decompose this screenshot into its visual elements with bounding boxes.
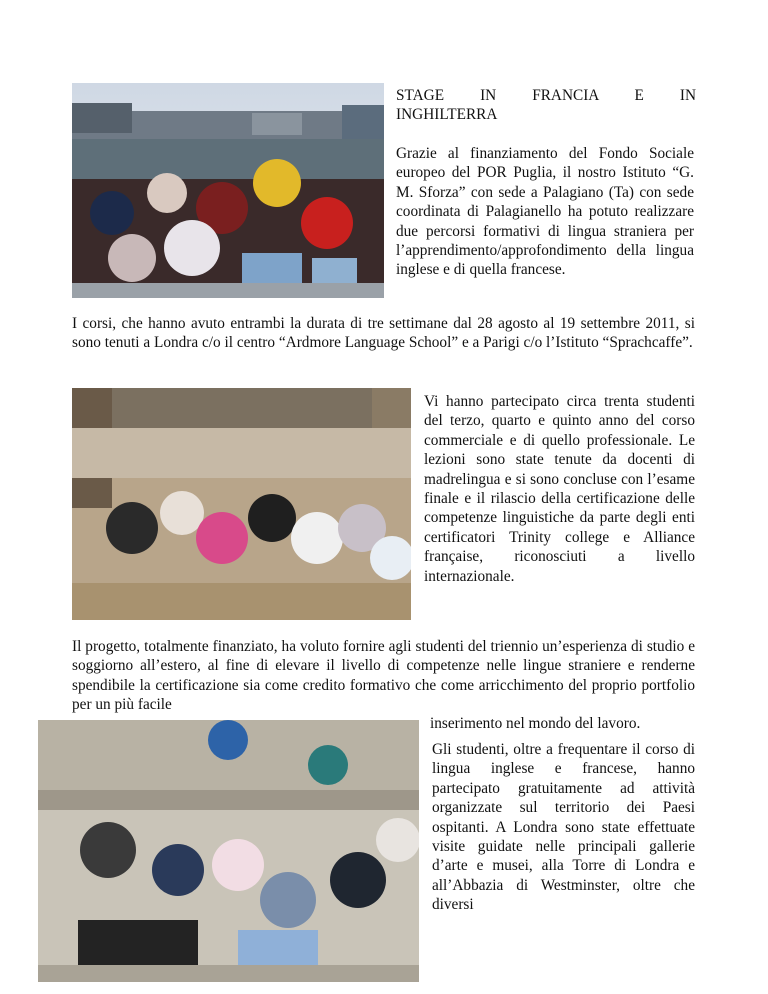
photo-boat-thames [72, 83, 384, 298]
photo-group-steps [38, 720, 419, 982]
paragraph-1: Grazie al finanziamento del Fondo Sociale europeo del POR Puglia, il nostro Istituto “G. M. Sforza” con sede a Palagiano (Ta) con sede coordinata di Palagianello ha potuto realizzare due percorsi formativi di lingua straniera per l’apprendimento/approfondimento della lingua inglese e di quella francese. [396, 145, 694, 279]
paragraph-3: Vi hanno partecipato circa trenta studenti del terzo, quarto e quinto anno del corso commerciale e di quello professionale. Le lezioni sono state tenute da docenti di madrelingua e si sono concluse con l’esame finale e il rilascio della certificazione delle competenze linguistiche da parte degli enti certificatori Trinity college e Alliance française, riconosciuti a livello internazionale. [424, 393, 695, 585]
article-title-line2: INGHILTERRA [396, 106, 498, 123]
paragraph-2: I corsi, che hanno avuto entrambi la durata di tre settimane dal 28 agosto al 19 settembre 2011, si sono tenuti a Londra c/o il centro “Ardmore Language School” e a Parigi c/o l’Istituto “Sprachcaffe”. [72, 315, 695, 352]
article-title: STAGE IN FRANCIA E IN [396, 87, 696, 104]
photo-group-square [72, 388, 411, 620]
paragraph-4-end: inserimento nel mondo del lavoro. [430, 715, 641, 732]
paragraph-4: Il progetto, totalmente finanziato, ha voluto fornire agli studenti del triennio un’esperienza di studio e soggiorno all’estero, al fine di elevare il livello di competenze nelle lingue straniere e renderne spendibile la certificazione sia come credito formativo che come arricchimento del proprio portfolio per un più facile [72, 638, 695, 714]
paragraph-5: Gli studenti, oltre a frequentare il corso di lingua inglese e francese, hanno partecipato gratuitamente ad attività organizzate sul territorio dei Paesi ospitanti. A Londra sono state effettuate visite guidate nelle principali gallerie d’arte e musei, alla Torre di Londra e all’Abbazia di Westminster, oltre che diversi [432, 741, 695, 914]
